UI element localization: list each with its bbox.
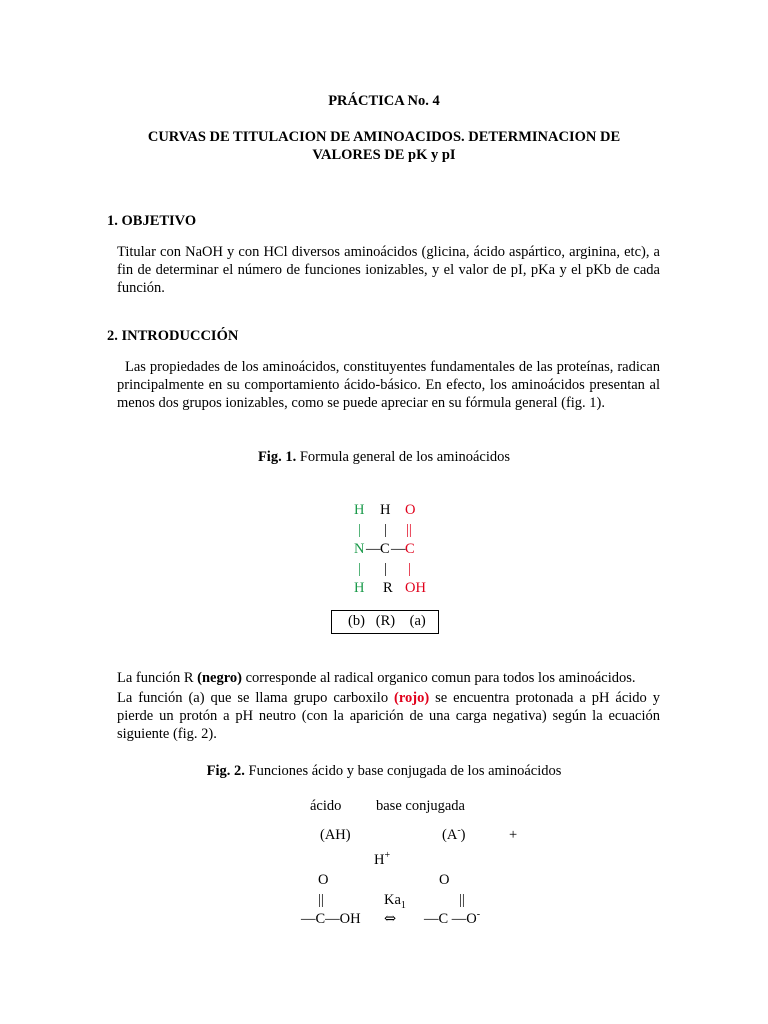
proton-h: H — [374, 852, 385, 868]
formula-n: N — [354, 541, 365, 557]
fig2-label: Fig. 2. — [206, 763, 245, 779]
formula-h-top-alpha: H — [380, 502, 391, 518]
equilibrium-arrow-icon: ⇔ — [384, 911, 397, 927]
formula-bond-carboxyl-bottom: | — [408, 561, 411, 577]
r-function-negro: (negro) — [197, 670, 242, 686]
r-function-paragraph — [117, 669, 660, 687]
proton-label — [374, 851, 390, 869]
section-1-heading: 1. OBJETIVO — [107, 213, 197, 229]
acid-label: ácido — [310, 798, 342, 814]
ka-text: Ka — [384, 892, 401, 908]
ah-label: (AH) — [320, 827, 351, 843]
double-bond-right: || — [459, 892, 465, 908]
formula-h-top-amino: H — [354, 502, 365, 518]
formula-bond-amino-top: | — [358, 522, 361, 538]
formula-c-carboxyl: C — [405, 541, 415, 557]
formula-dash-2: — — [391, 541, 406, 557]
subtitle-line-2: VALORES DE pK y pI — [312, 147, 456, 163]
section-2-paragraph: Las propiedades de los aminoácidos, constituyentes fundamentales de las proteínas, radican principalmente en su comportamiento ácido-básico. En efecto, los aminoácidos presentan al menos dos grupos ionizables, como se puede apreciar en su fórmula general (fig. 1). — [117, 359, 664, 411]
formula-bond-alpha-top: | — [384, 522, 387, 538]
fig1-caption — [0, 448, 768, 466]
subtitle-line-1: CURVAS DE TITULACION DE AMINOACIDOS. DETERMINACION DE — [147, 129, 621, 145]
base-group — [424, 910, 480, 928]
carboxyl-rojo: (rojo) — [394, 690, 430, 706]
fig1-label: Fig. 1. — [257, 449, 297, 465]
ka-label — [384, 891, 406, 909]
formula-h-bottom-amino: H — [354, 580, 365, 596]
ka-sub: 1 — [400, 899, 406, 911]
o-right: O — [439, 872, 450, 888]
double-bond-left: || — [318, 892, 324, 908]
formula-double-bond: || — [406, 522, 412, 538]
proton-sup: + — [384, 850, 391, 862]
formula-oh: OH — [405, 580, 426, 596]
formula-r-group: R — [383, 580, 393, 596]
section-2-heading: 2. INTRODUCCIÓN — [107, 328, 239, 344]
fig2-caption-text: Funciones ácido y base conjugada de los aminoácidos — [248, 763, 562, 779]
fig2-caption — [0, 762, 768, 780]
plus-sign: + — [509, 827, 518, 843]
carboxyl-text-post: se encuentra protonada a pH ácido y pierde un protón a pH neutro (con la aparición de una carga negativa) según la ecuación siguiente (fig. 2). — [117, 690, 660, 742]
section-1-paragraph: Titular con NaOH y con HCl diversos aminoácidos (glicina, ácido aspártico, arginina, etc), a fin de determinar el número de funciones ionizables, y el valor de pI, pKa y el pKb de cada función. — [117, 244, 660, 296]
fig1-caption-text: Formula general de los aminoácidos — [299, 449, 511, 465]
base-group-text: —C —O — [424, 911, 477, 927]
formula-legend: (b) (R) (a) — [348, 613, 426, 629]
base-group-sup: - — [476, 909, 481, 921]
r-function-text-post: corresponde al radical organico comun para todos los aminoácidos. — [241, 670, 636, 686]
a-minus-close: ) — [460, 827, 466, 843]
a-minus-open: (A — [442, 827, 458, 843]
a-minus-label — [442, 826, 466, 844]
formula-bond-amino-bottom: | — [358, 561, 361, 577]
r-function-text-pre: La función R — [117, 670, 198, 686]
carboxyl-text-pre: La función (a) que se llama grupo carboxilo — [117, 690, 395, 706]
acid-group: —C—OH — [301, 911, 361, 927]
a-minus-sup: - — [457, 825, 461, 837]
formula-o-top-carboxyl: O — [405, 502, 416, 518]
o-left: O — [318, 872, 329, 888]
carboxyl-paragraph — [117, 689, 660, 743]
page-title: PRÁCTICA No. 4 — [328, 93, 440, 109]
base-label: base conjugada — [376, 798, 465, 814]
formula-bond-alpha-bottom: | — [384, 561, 387, 577]
formula-c-alpha: C — [380, 541, 390, 557]
formula-dash-1: — — [366, 541, 381, 557]
